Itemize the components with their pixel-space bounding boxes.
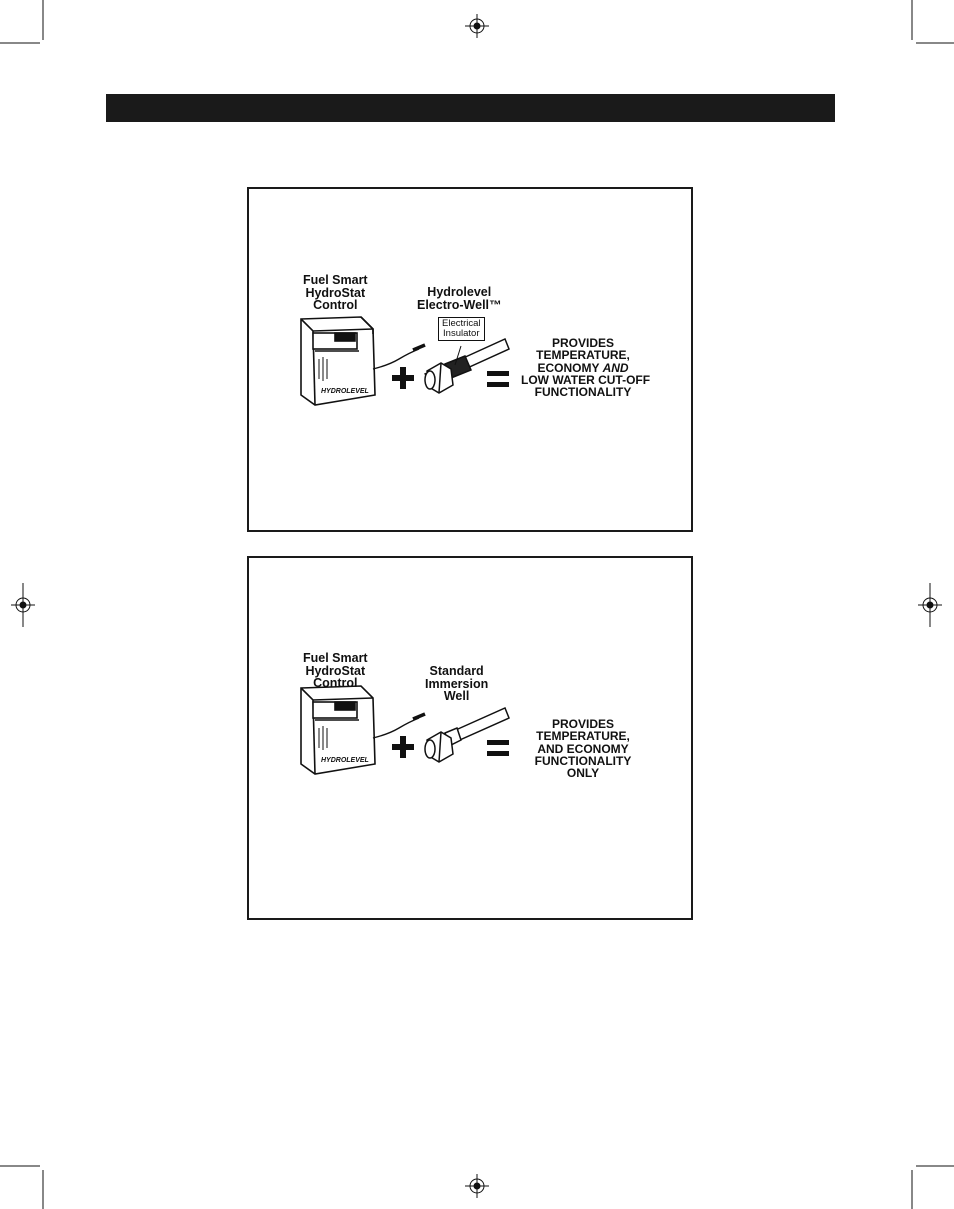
equals-operator-2: [487, 740, 509, 756]
panel-electro-well: [247, 187, 693, 532]
plus-operator-1: [392, 367, 414, 389]
result-text-2: PROVIDES TEMPERATURE, AND ECONOMY FUNCTIONALITY ONLY: [534, 717, 632, 781]
panel-standard-well: [247, 556, 693, 920]
plus-operator-2: [392, 736, 414, 758]
registration-mark-left: [11, 583, 35, 627]
section-header-bar: [106, 94, 835, 122]
hydrostat-control-device-2: [301, 686, 425, 774]
registration-mark-right: [918, 583, 942, 627]
well-label-1: Hydrolevel Electro-Well™: [417, 285, 502, 312]
control-label-2: Fuel Smart HydroStat Control: [303, 651, 368, 690]
control-label-1: Fuel Smart HydroStat Control: [303, 273, 368, 312]
hydrostat-control-device: [301, 317, 425, 405]
result-text-1: PROVIDES TEMPERATURE, ECONOMY AND LOW WATER CUT-OFF FUNCTIONALITY: [521, 336, 651, 400]
equals-operator-1: [487, 371, 509, 387]
electrical-insulator-callout: Electrical Insulator: [438, 317, 485, 341]
registration-mark-bottom: [465, 1174, 489, 1198]
device-brand-logo-2: HYDROLEVEL: [321, 757, 369, 764]
registration-mark-top: [465, 14, 489, 38]
device-brand-logo-1: HYDROLEVEL: [321, 388, 369, 395]
well-label-2: Standard Immersion Well: [425, 664, 489, 703]
